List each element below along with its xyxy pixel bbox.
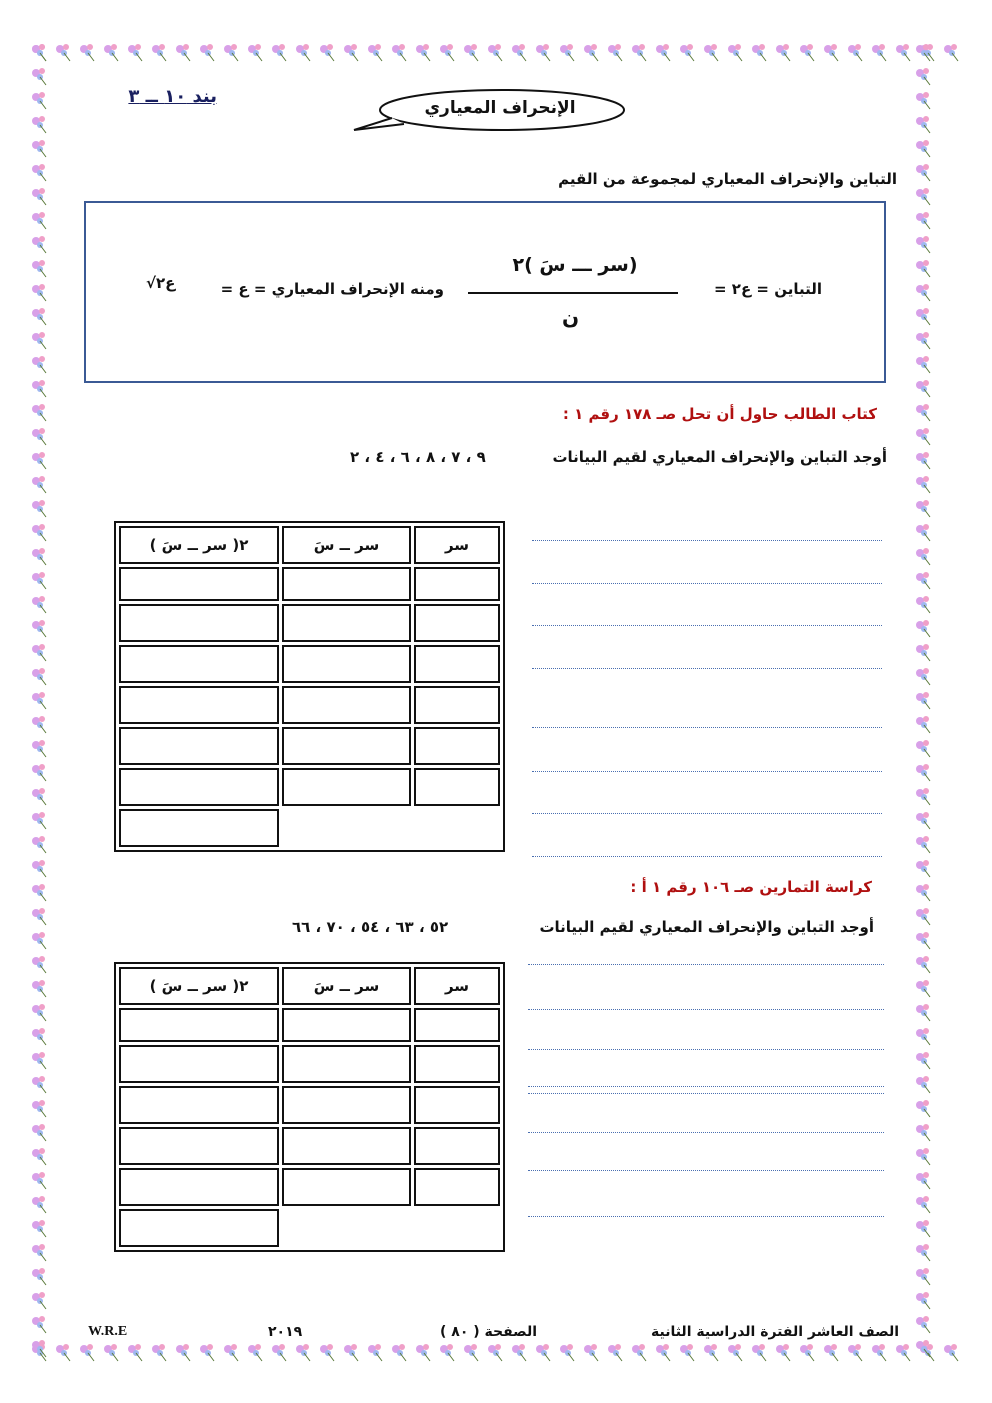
answer-cell[interactable] (414, 1127, 500, 1165)
footer-year: ٢٠١٩ (268, 1324, 303, 1340)
answer-cell[interactable] (282, 727, 411, 765)
answer-line[interactable] (532, 813, 882, 814)
answer-line[interactable] (532, 771, 882, 772)
answer-line[interactable] (532, 625, 882, 626)
std-deviation-label: ومنه الإنحراف المعياري = ع = (220, 280, 444, 298)
answer-cell[interactable] (119, 1045, 279, 1083)
exercise1-table (114, 521, 505, 852)
answer-line[interactable] (532, 668, 882, 669)
sum-cell[interactable] (119, 809, 279, 847)
answer-cell[interactable] (414, 727, 500, 765)
floral-border-top (28, 40, 964, 64)
variance-label: التباين = ع٢ = (714, 280, 822, 298)
footer-author: W.R.E (88, 1324, 128, 1339)
floral-border-left (28, 40, 52, 1364)
answer-cell[interactable] (119, 1168, 279, 1206)
exercise2-table (114, 962, 505, 1252)
formula-denominator: ن (562, 305, 580, 329)
answer-line[interactable] (528, 1216, 884, 1217)
answer-cell[interactable] (282, 1168, 411, 1206)
answer-cell[interactable] (414, 1086, 500, 1124)
answer-cell[interactable] (282, 567, 411, 601)
answer-line[interactable] (528, 1009, 884, 1010)
answer-cell[interactable] (119, 1008, 279, 1042)
answer-line[interactable] (532, 540, 882, 541)
answer-cell[interactable] (282, 768, 411, 806)
sqrt-expression: √ع٢ (146, 274, 176, 292)
answer-cell[interactable] (119, 645, 279, 683)
answer-cell[interactable] (282, 1127, 411, 1165)
section-number: بند ١٠ ــ ٣ (128, 86, 217, 107)
sum-cell[interactable] (119, 1209, 279, 1247)
answer-cell[interactable] (119, 1086, 279, 1124)
answer-line[interactable] (528, 964, 884, 965)
exercise1-question: أوجد التباين والإنحراف المعياري لقيم البيانات (552, 448, 887, 466)
answer-cell[interactable] (414, 686, 500, 724)
answer-line[interactable] (532, 727, 882, 728)
fraction-line (468, 292, 678, 294)
answer-line[interactable] (532, 856, 882, 857)
exercise2-title: كراسة التمارين صـ ١٠٦ رقم ١ أ : (630, 878, 872, 896)
header-squared-deviation: ( سر ــ سَ )٢ (119, 526, 279, 564)
answer-cell[interactable] (119, 567, 279, 601)
exercise1-values: ٩ ، ٧ ، ٨ ، ٦ ، ٤ ، ٢ (350, 448, 486, 466)
answer-cell[interactable] (282, 1008, 411, 1042)
answer-cell[interactable] (282, 1045, 411, 1083)
answer-cell[interactable] (282, 1086, 411, 1124)
answer-line[interactable] (528, 1093, 884, 1094)
header-deviation: سر ــ سَ (282, 526, 411, 564)
answer-line[interactable] (528, 1086, 884, 1087)
answer-cell[interactable] (119, 1127, 279, 1165)
footer-school: الصف العاشر الفترة الدراسية الثانية (651, 1324, 899, 1340)
answer-cell[interactable] (414, 604, 500, 642)
exercise2-question: أوجد التباين والإنحراف المعياري لقيم البيانات (539, 918, 874, 936)
answer-cell[interactable] (119, 604, 279, 642)
answer-cell[interactable] (414, 567, 500, 601)
answer-cell[interactable] (282, 686, 411, 724)
answer-line[interactable] (528, 1170, 884, 1171)
answer-cell[interactable] (414, 1045, 500, 1083)
answer-cell[interactable] (282, 645, 411, 683)
header-deviation: سر ــ سَ (282, 967, 411, 1005)
header-x: سر (414, 526, 500, 564)
exercise1-title: كتاب الطالب حاول أن تحل صـ ١٧٨ رقم ١ : (562, 405, 877, 423)
answer-cell[interactable] (282, 604, 411, 642)
answer-line[interactable] (532, 583, 882, 584)
answer-line[interactable] (528, 1049, 884, 1050)
answer-cell[interactable] (119, 727, 279, 765)
answer-cell[interactable] (414, 1168, 500, 1206)
footer-page-number: الصفحة ( ٨٠ ) (440, 1324, 538, 1340)
floral-border-right (912, 40, 936, 1364)
answer-cell[interactable] (414, 1008, 500, 1042)
answer-cell[interactable] (414, 645, 500, 683)
answer-cell[interactable] (119, 686, 279, 724)
intro-text: التباين والإنحراف المعياري لمجموعة من القيم (558, 170, 897, 188)
header-squared-deviation: ( سر ــ سَ )٢ (119, 967, 279, 1005)
header-x: سر (414, 967, 500, 1005)
page-title: الإنحراف المعياري (424, 98, 576, 118)
exercise2-values: ٥٢ ، ٦٣ ، ٥٤ ، ٧٠ ، ٦٦ (292, 918, 449, 936)
floral-border-bottom (28, 1340, 964, 1364)
formula-numerator: (سر ـــ سَ )٢ (512, 254, 638, 276)
answer-cell[interactable] (119, 768, 279, 806)
answer-line[interactable] (528, 1132, 884, 1133)
answer-cell[interactable] (414, 768, 500, 806)
